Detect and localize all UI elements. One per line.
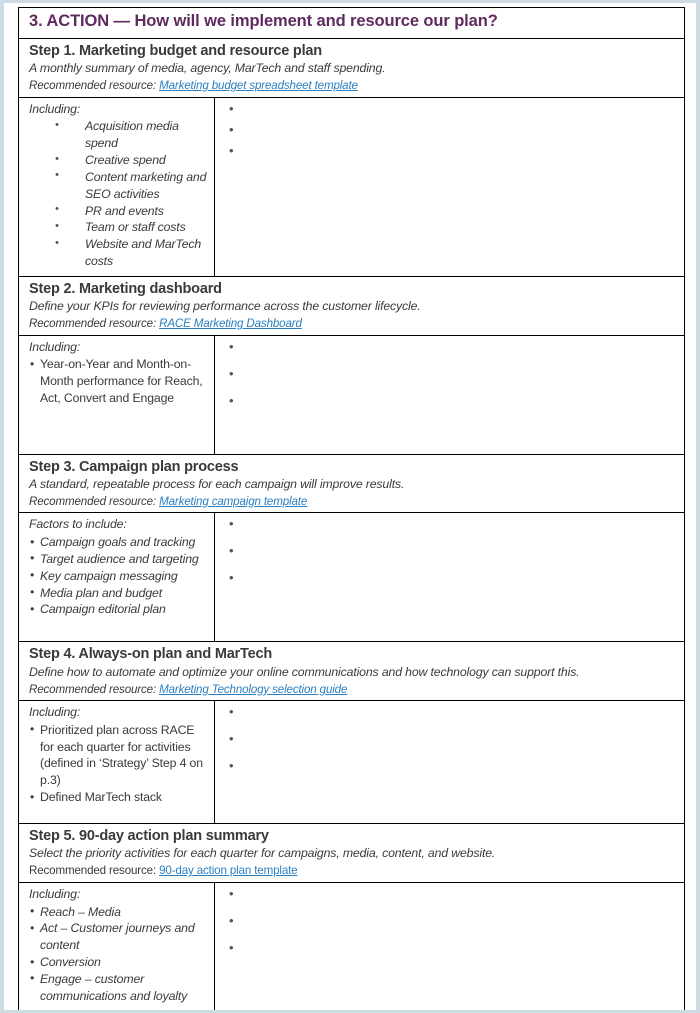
step-2-bullet-list xyxy=(29,356,208,407)
answer-bullet[interactable] xyxy=(229,918,676,945)
list-item: • Media plan and budget xyxy=(29,585,208,602)
step-2-left-column xyxy=(19,336,215,454)
step-1-left-column xyxy=(19,98,215,276)
answer-bullet[interactable] xyxy=(229,736,676,763)
step-1-description: A monthly summary of media, agency, MarTech and staff spending. xyxy=(29,61,386,76)
step-3-answer-bullets[interactable] xyxy=(229,521,676,602)
step-3-title: Step 3. Campaign plan process xyxy=(29,458,239,475)
answer-bullet[interactable] xyxy=(229,127,676,148)
step-3-list-label: Factors to include: xyxy=(29,517,127,532)
list-item: • Acquisition media spend xyxy=(29,118,208,152)
step-1-title: Step 1. Marketing budget and resource plan xyxy=(29,43,322,59)
step-3-answer-area[interactable] xyxy=(215,513,684,641)
step-block-2 xyxy=(19,277,684,455)
step-4-left-column xyxy=(19,701,215,823)
step-5-resource-link[interactable]: 90-day action plan template xyxy=(159,864,298,878)
step-1-resource-label: Recommended resource: xyxy=(29,79,160,93)
step-1-list-label: Including: xyxy=(29,101,81,116)
step-5-list-label: Including: xyxy=(29,886,81,901)
list-item: • Campaign editorial plan xyxy=(29,601,208,618)
step-2-answer-bullets[interactable] xyxy=(229,344,676,425)
step-5-answer-bullets[interactable] xyxy=(229,891,676,972)
list-item: • Website and MarTech costs xyxy=(29,236,208,270)
list-item: • PR and events xyxy=(29,203,208,220)
step-5-resource-label: Recommended resource: xyxy=(29,864,160,878)
list-item: • Campaign goals and tracking xyxy=(29,534,208,551)
step-5-header xyxy=(19,824,684,883)
answer-bullet[interactable] xyxy=(229,945,676,972)
step-2-header xyxy=(19,277,684,336)
step-4-bullet-list xyxy=(29,722,208,806)
step-5-resource-line xyxy=(29,863,674,879)
step-4-title: Step 4. Always-on plan and MarTech xyxy=(29,646,272,663)
step-3-resource-label: Recommended resource: xyxy=(29,494,160,508)
list-item: • Key campaign messaging xyxy=(29,568,208,585)
step-block-5 xyxy=(19,824,684,1013)
section-title-row xyxy=(19,8,684,39)
list-item: • Defined MarTech stack xyxy=(29,789,208,806)
step-3-bullet-list xyxy=(29,534,208,618)
step-1-answer-area[interactable] xyxy=(215,98,684,276)
step-4-resource-link[interactable]: Marketing Technology selection guide xyxy=(159,682,348,696)
list-item: • Team or staff costs xyxy=(29,219,208,236)
list-item: • Content marketing and SEO activities xyxy=(29,169,208,203)
list-item: • Prioritized plan across RACE for each quarter for activities (defined in ‘Strategy’ Step 4 on p.3) xyxy=(29,722,208,789)
step-3-header xyxy=(19,455,684,514)
step-1-resource-link[interactable]: Marketing budget spreadsheet template xyxy=(159,79,358,93)
answer-bullet[interactable] xyxy=(229,344,676,371)
answer-bullet[interactable] xyxy=(229,709,676,736)
list-item: • Target audience and targeting xyxy=(29,551,208,568)
step-5-left-column xyxy=(19,883,215,1013)
step-3-left-column xyxy=(19,513,215,641)
list-item: • Year-on-Year and Month-on-Month performance for Reach, Act, Convert and Engage xyxy=(29,356,208,407)
step-2-answer-area[interactable] xyxy=(215,336,684,454)
step-5-bullet-list xyxy=(29,904,208,1005)
step-4-description: Define how to automate and optimize your online communications and how technology can support this. xyxy=(29,664,580,679)
step-1-header xyxy=(19,39,684,98)
step-2-description: Define your KPIs for reviewing performance across the customer lifecycle. xyxy=(29,299,421,314)
step-1-body xyxy=(19,98,684,276)
step-4-list-label: Including: xyxy=(29,705,81,720)
page-title: 3. ACTION — How will we implement and resource our plan? xyxy=(29,12,498,30)
step-4-body xyxy=(19,701,684,823)
list-item: • Reach – Media xyxy=(29,904,208,921)
step-1-bullet-list xyxy=(29,118,208,270)
step-5-body xyxy=(19,883,684,1013)
list-item: • Creative spend xyxy=(29,152,208,169)
step-3-body xyxy=(19,513,684,641)
step-1-resource-line xyxy=(29,78,674,94)
answer-bullet[interactable] xyxy=(229,575,676,602)
action-plan-table xyxy=(18,7,685,1013)
step-block-4 xyxy=(19,642,684,824)
list-item: • Conversion xyxy=(29,954,208,971)
step-2-title: Step 2. Marketing dashboard xyxy=(29,280,222,297)
step-2-resource-line xyxy=(29,316,674,332)
answer-bullet[interactable] xyxy=(229,891,676,918)
answer-bullet[interactable] xyxy=(229,398,676,425)
step-4-resource-line xyxy=(29,682,674,698)
step-4-answer-area[interactable] xyxy=(215,701,684,823)
step-3-resource-line xyxy=(29,494,674,510)
answer-bullet[interactable] xyxy=(229,548,676,575)
step-5-description: Select the priority activities for each quarter for campaigns, media, content, and website. xyxy=(29,846,496,861)
answer-bullet[interactable] xyxy=(229,521,676,548)
step-4-header xyxy=(19,642,684,701)
step-block-3 xyxy=(19,455,684,643)
step-2-resource-link[interactable]: RACE Marketing Dashboard xyxy=(159,317,302,331)
step-2-list-label: Including: xyxy=(29,339,81,354)
step-5-title: Step 5. 90-day action plan summary xyxy=(29,828,269,845)
list-item: • Act – Customer journeys and content xyxy=(29,920,208,954)
step-1-answer-bullets[interactable] xyxy=(229,106,676,169)
step-4-resource-label: Recommended resource: xyxy=(29,682,160,696)
step-3-resource-link[interactable]: Marketing campaign template xyxy=(159,494,308,508)
step-3-description: A standard, repeatable process for each campaign will improve results. xyxy=(29,476,405,491)
step-4-answer-bullets[interactable] xyxy=(229,709,676,790)
answer-bullet[interactable] xyxy=(229,106,676,127)
step-block-1 xyxy=(19,39,684,277)
step-2-resource-label: Recommended resource: xyxy=(29,317,160,331)
answer-bullet[interactable] xyxy=(229,763,676,790)
answer-bullet[interactable] xyxy=(229,371,676,398)
step-2-body xyxy=(19,336,684,454)
step-5-answer-area[interactable] xyxy=(215,883,684,1013)
answer-bullet[interactable] xyxy=(229,148,676,169)
list-item: • Engage – customer communications and loyalty xyxy=(29,971,208,1005)
